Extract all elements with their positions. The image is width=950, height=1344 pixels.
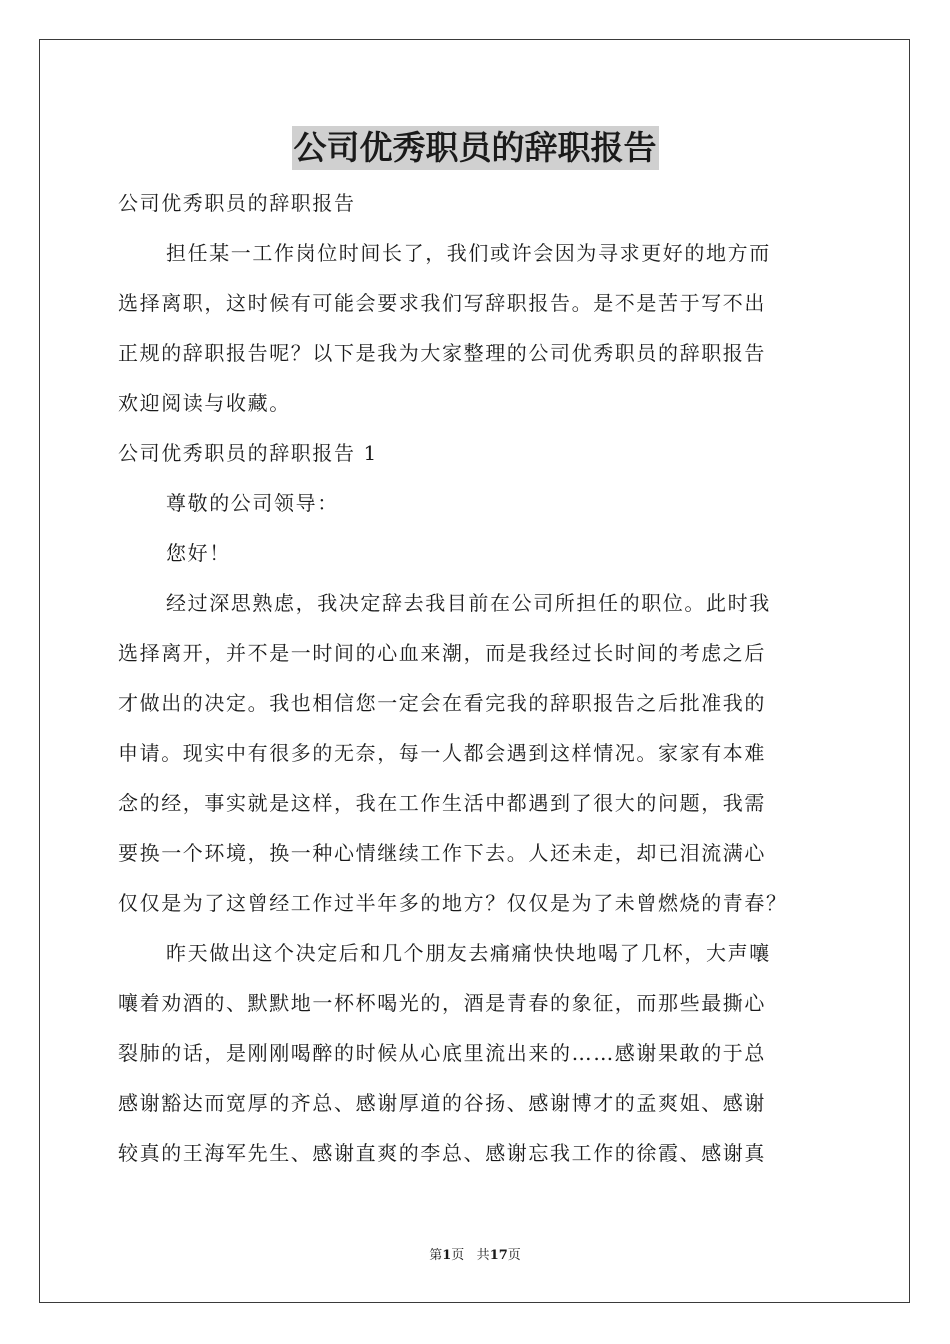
current-page-number: 1: [442, 1248, 452, 1263]
page-label: 页: [451, 1248, 465, 1263]
total-pages-number: 17: [489, 1248, 508, 1263]
text-line: 才做出的决定。我也相信您一定会在看完我的辞职报告之后批准我的: [118, 691, 766, 715]
document-title-container: [0, 126, 950, 170]
text-line: 经过深思熟虑，我决定辞去我目前在公司所担任的职位。此时我: [166, 591, 771, 615]
text-line: 嚷着劝酒的、默默地一杯杯喝光的，酒是青春的象征，而那些最撕心: [118, 991, 766, 1015]
text-line: 念的经，事实就是这样，我在工作生活中都遇到了很大的问题，我需: [118, 791, 766, 815]
text-line: 欢迎阅读与收藏。: [118, 391, 291, 415]
text-line: 正规的辞职报告呢？以下是我为大家整理的公司优秀职员的辞职报告: [118, 341, 766, 365]
text-line: 裂肺的话，是刚刚喝醉的时候从心底里流出来的……感谢果敢的于总: [118, 1041, 766, 1065]
text-line: 公司优秀职员的辞职报告 1: [118, 441, 378, 465]
document-title: 公司优秀职员的辞职报告: [292, 126, 659, 170]
text-line: 尊敬的公司领导：: [166, 491, 339, 515]
text-line: 您好！: [166, 541, 231, 565]
text-line: 感谢豁达而宽厚的齐总、感谢厚道的谷扬、感谢博才的孟爽姐、感谢: [118, 1091, 766, 1115]
text-line: 仅仅是为了这曾经工作过半年多的地方？仅仅是为了未曾燃烧的青春？: [118, 891, 788, 915]
text-line: 要换一个环境，换一种心情继续工作下去。人还未走，却已泪流满心: [118, 841, 766, 865]
text-line: 担任某一工作岗位时间长了，我们或许会因为寻求更好的地方而: [166, 241, 771, 265]
text-line: 选择离职，这时候有可能会要求我们写辞职报告。是不是苦于写不出: [118, 291, 766, 315]
text-line: 选择离开，并不是一时间的心血来潮，而是我经过长时间的考虑之后: [118, 641, 766, 665]
page-footer: [0, 1246, 950, 1266]
document-body: [118, 178, 833, 1178]
text-line: 公司优秀职员的辞职报告: [118, 191, 356, 215]
page-prefix: 第: [429, 1248, 443, 1263]
text-line: 申请。现实中有很多的无奈，每一人都会遇到这样情况。家家有本难: [118, 741, 766, 765]
total-prefix: 共: [476, 1248, 490, 1263]
text-line: 昨天做出这个决定后和几个朋友去痛痛快快地喝了几杯，大声嚷: [166, 941, 771, 965]
text-line: 较真的王海军先生、感谢直爽的李总、感谢忘我工作的徐霞、感谢真: [118, 1141, 766, 1165]
total-label: 页: [507, 1248, 521, 1263]
